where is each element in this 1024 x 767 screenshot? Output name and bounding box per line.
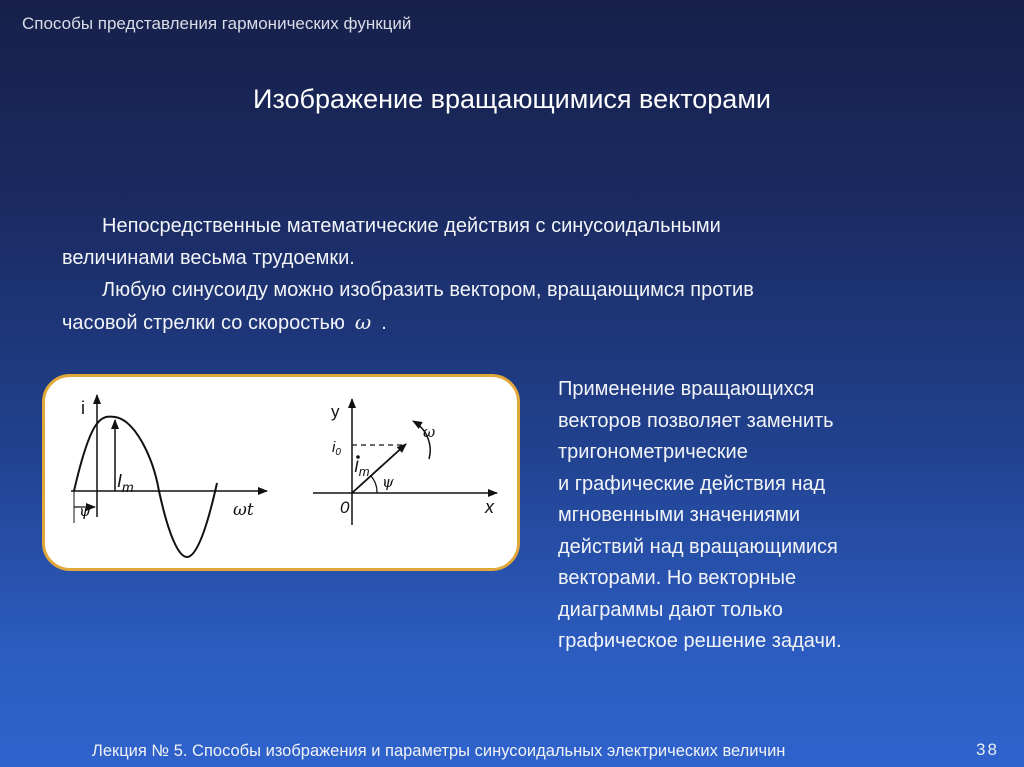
slide-title: Изображение вращающимися векторами (253, 84, 771, 114)
vector-diagram (313, 399, 497, 525)
projection-label-sub: 0 (335, 447, 341, 458)
projection-label-main: i (332, 439, 336, 456)
amplitude-label-main: I (117, 471, 123, 491)
paragraph-line-2: величинами весьма трудоемки. (62, 247, 355, 269)
side-line-1: Применение вращающихся (558, 378, 815, 400)
side-line-8: диаграммы дают только (558, 598, 783, 621)
sine-curve (74, 417, 217, 557)
page-number: 38 (976, 740, 999, 759)
figure-panel (42, 374, 520, 571)
side-explanation (558, 374, 998, 658)
paragraph-line-4-text: часовой стрелки со скоростью (62, 312, 345, 334)
angle-arc (371, 476, 377, 493)
amplitude-label-sub: m (122, 479, 134, 495)
side-line-7: векторами. Но векторные (558, 567, 797, 589)
left-x-axis-label: ωt (233, 500, 254, 520)
lecture-footer: Лекция № 5. Способы изображения и параметры синусоидальных электрических величин (92, 742, 786, 760)
phase-label: ψ (79, 502, 91, 520)
side-line-9: графическое решение задачи. (558, 630, 842, 652)
vector-label-sub: m (358, 464, 370, 479)
left-y-axis-label: i (81, 398, 85, 418)
omega-symbol: ω (354, 310, 372, 334)
right-x-axis-label: x (485, 497, 494, 517)
section-header: Способы представления гармонических функций (22, 14, 412, 33)
side-line-4: и графические действия над (558, 472, 826, 495)
vector-label (354, 457, 370, 479)
origin-label: 0 (340, 498, 350, 517)
paragraph-line-1: Непосредственные математические действия с синусоидальными (102, 215, 721, 237)
vector-label-main: I (354, 457, 359, 476)
right-y-axis-label: y (331, 402, 340, 421)
sinusoid-graph (71, 395, 267, 557)
sentence-end: . (381, 312, 387, 334)
paragraph-line-3: Любую синусоиду можно изобразить вектором, вращающимся против (102, 279, 754, 301)
intro-paragraph (62, 210, 962, 339)
rotation-label: ω (423, 423, 436, 441)
paragraph-line-4 (62, 306, 962, 339)
side-line-6: действий над вращающимися (558, 535, 838, 558)
projection-label (332, 439, 341, 458)
rotating-vector-figure (45, 377, 517, 568)
side-line-2: векторов позволяет заменить (558, 409, 834, 432)
side-line-5: мгновенными значениями (558, 504, 801, 526)
side-line-3: тригонометрические (558, 441, 748, 463)
angle-label: ψ (382, 473, 394, 491)
